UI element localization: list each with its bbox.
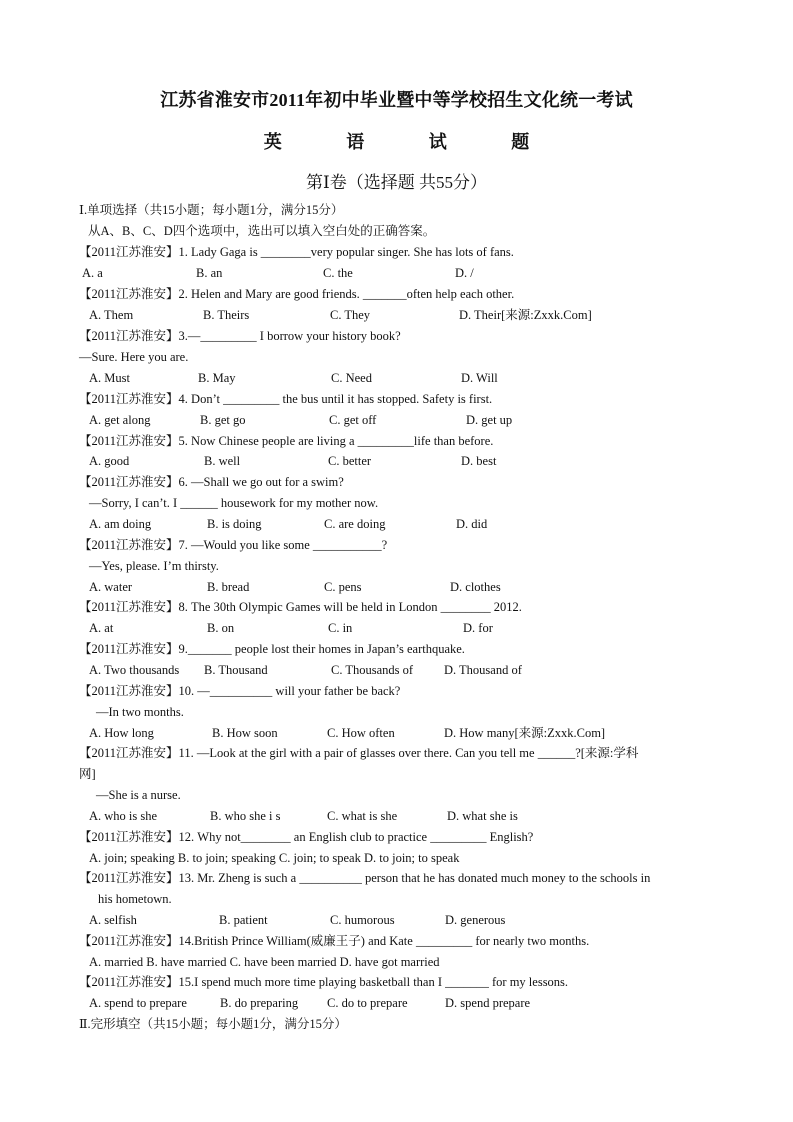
question-9-option-c[interactable]: C. Thousands of — [331, 663, 414, 677]
question-10-option-b[interactable]: B. How soon — [212, 726, 278, 740]
question-4-option-c[interactable]: C. get off — [329, 413, 377, 427]
question-13-option-d[interactable]: D. generous — [445, 913, 506, 927]
question-9-option-a[interactable]: A. Two thousands — [89, 663, 180, 677]
question-15-option-c[interactable]: C. do to prepare — [327, 996, 408, 1010]
volume-title: 第Ⅰ卷（选择题 共55分） — [306, 173, 487, 192]
question-5-option-b[interactable]: B. well — [204, 454, 241, 468]
question-6-option-d[interactable]: D. did — [456, 517, 488, 531]
question-6-reply: —Sorry, I can’t. I ______ housework for my mother now. — [89, 496, 379, 510]
question-2-option-a[interactable]: A. Them — [89, 308, 134, 322]
question-14-stem: 【2011江苏淮安】14.British Prince William(威廉王子) and Kate _________ for nearly two months. — [79, 934, 590, 948]
question-11-option-c[interactable]: C. what is she — [327, 809, 398, 823]
question-10-reply: —In two months. — [96, 705, 184, 719]
question-6-stem: 【2011江苏淮安】6. —Shall we go out for a swim? — [79, 475, 344, 489]
question-6-option-b[interactable]: B. is doing — [207, 517, 262, 531]
question-1-option-c[interactable]: C. the — [323, 266, 353, 280]
question-8-option-c[interactable]: C. in — [328, 621, 353, 635]
question-1-stem: 【2011江苏淮安】1. Lady Gaga is ________very popular singer. She has lots of fans. — [79, 245, 514, 259]
question-10-option-a[interactable]: A. How long — [89, 726, 154, 740]
question-10-option-c[interactable]: C. How often — [327, 726, 395, 740]
question-2-stem: 【2011江苏淮安】2. Helen and Mary are good friends. _______often help each other. — [79, 287, 515, 301]
question-3-reply: —Sure. Here you are. — [79, 350, 189, 364]
question-11-option-b[interactable]: B. who she i s — [210, 809, 281, 823]
question-8-stem: 【2011江苏淮安】8. The 30th Olympic Games will be held in London ________ 2012. — [79, 600, 522, 614]
question-13-stem: 【2011江苏淮安】13. Mr. Zheng is such a __________ person that he has donated much money to the schools in — [79, 871, 651, 885]
question-4-option-d[interactable]: D. get up — [466, 413, 513, 427]
question-5-option-c[interactable]: C. better — [328, 454, 372, 468]
question-3-option-b[interactable]: B. May — [198, 371, 236, 385]
question-11-stem-wrap: 网] — [79, 767, 96, 781]
question-13-stem-wrap: his hometown. — [98, 892, 172, 906]
question-12-stem: 【2011江苏淮安】12. Why not________ an English club to practice _________ English? — [79, 830, 534, 844]
question-1-option-d[interactable]: D. / — [455, 266, 474, 280]
subject-title: 英 语 试 题 — [263, 132, 560, 152]
question-7-option-c[interactable]: C. pens — [324, 580, 362, 594]
question-11-stem: 【2011江苏淮安】11. —Look at the girl with a pair of glasses over there. Can you tell me ______?[来源:学科 — [79, 746, 639, 760]
question-7-stem: 【2011江苏淮安】7. —Would you like some ___________? — [79, 538, 388, 552]
section1-instruction: 从A、B、C、D四个选项中，选出可以填入空白处的正确答案。 — [88, 224, 436, 238]
question-13-option-a[interactable]: A. selfish — [89, 913, 137, 927]
question-14-options[interactable]: A. married B. have married C. have been married D. have got married — [89, 955, 440, 969]
question-7-reply: —Yes, please. I’m thirsty. — [89, 559, 219, 573]
question-5-option-d[interactable]: D. best — [461, 454, 497, 468]
question-13-option-b[interactable]: B. patient — [219, 913, 268, 927]
question-15-option-d[interactable]: D. spend prepare — [445, 996, 531, 1010]
section1-heading: Ⅰ.单项选择（共15小题；每小题1分，满分15分） — [79, 203, 344, 217]
question-13-option-c[interactable]: C. humorous — [330, 913, 395, 927]
question-15-option-a[interactable]: A. spend to prepare — [89, 996, 187, 1010]
question-1-option-a[interactable]: A. a — [82, 266, 103, 280]
question-11-option-a[interactable]: A. who is she — [89, 809, 158, 823]
question-8-option-b[interactable]: B. on — [207, 621, 235, 635]
question-2-option-b[interactable]: B. Theirs — [203, 308, 250, 322]
question-9-option-d[interactable]: D. Thousand of — [444, 663, 522, 677]
question-12-options[interactable]: A. join; speaking B. to join; speaking C. join; to speak D. to join; to speak — [89, 851, 460, 865]
question-6-option-c[interactable]: C. are doing — [324, 517, 386, 531]
question-2-option-d[interactable]: D. Their[来源:Zxxk.Com] — [459, 308, 592, 322]
question-5-option-a[interactable]: A. good — [89, 454, 130, 468]
question-11-reply: —She is a nurse. — [96, 788, 181, 802]
question-11-option-d[interactable]: D. what she is — [447, 809, 518, 823]
question-4-option-b[interactable]: B. get go — [200, 413, 246, 427]
question-5-stem: 【2011江苏淮安】5. Now Chinese people are living a _________life than before. — [79, 434, 494, 448]
question-3-option-a[interactable]: A. Must — [89, 371, 130, 385]
question-2-option-c[interactable]: C. They — [330, 308, 371, 322]
question-8-option-a[interactable]: A. at — [89, 621, 114, 635]
question-9-option-b[interactable]: B. Thousand — [204, 663, 268, 677]
question-15-stem: 【2011江苏淮安】15.I spend much more time playing basketball than I _______ for my lessons. — [79, 975, 569, 989]
section2-heading: Ⅱ.完形填空（共15小题；每小题1分，满分15分） — [79, 1017, 347, 1031]
question-7-option-d[interactable]: D. clothes — [450, 580, 501, 594]
question-8-option-d[interactable]: D. for — [463, 621, 493, 635]
question-10-stem: 【2011江苏淮安】10. —__________ will your father be back? — [79, 684, 401, 698]
question-4-option-a[interactable]: A. get along — [89, 413, 151, 427]
question-7-option-b[interactable]: B. bread — [207, 580, 250, 594]
question-3-option-c[interactable]: C. Need — [331, 371, 372, 385]
question-9-stem: 【2011江苏淮安】9._______ people lost their homes in Japan’s earthquake. — [79, 642, 465, 656]
question-3-stem: 【2011江苏淮安】3.—_________ I borrow your history book? — [79, 329, 401, 343]
question-10-option-d[interactable]: D. How many[来源:Zxxk.Com] — [444, 726, 606, 740]
question-3-option-d[interactable]: D. Will — [461, 371, 498, 385]
question-7-option-a[interactable]: A. water — [89, 580, 133, 594]
question-4-stem: 【2011江苏淮安】4. Don’t _________ the bus until it has stopped. Safety is first. — [79, 392, 493, 406]
question-6-option-a[interactable]: A. am doing — [89, 517, 152, 531]
question-15-option-b[interactable]: B. do preparing — [220, 996, 299, 1010]
question-1-option-b[interactable]: B. an — [196, 266, 223, 280]
exam-title: 江苏省淮安市2011年初中毕业暨中等学校招生文化统一考试 — [160, 90, 633, 110]
